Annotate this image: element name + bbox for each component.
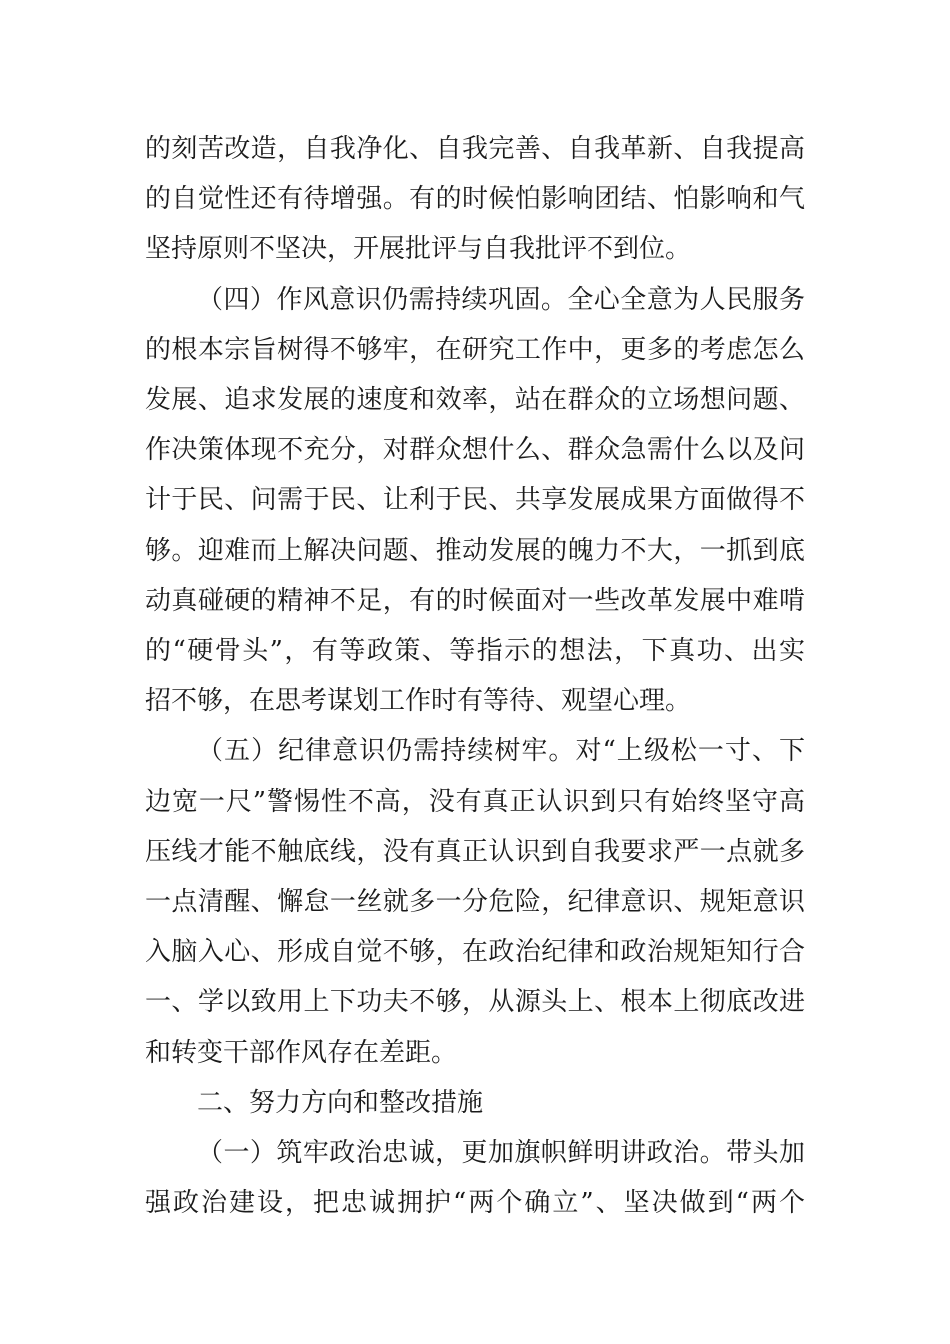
text-line: 压线才能不触底线，没有真正认识到自我要求严一点就多 — [145, 836, 805, 867]
text-line: 发展、追求发展的速度和效率，站在群众的立场想问题、 — [145, 385, 805, 415]
chapter-heading-line: 二、努力方向和整改措施 — [197, 1087, 484, 1118]
section-heading-line: （四）作风意识仍需持续巩固。全心全意为人民服务 — [197, 284, 805, 315]
section-heading-line: （五）纪律意识仍需持续树牢。对“上级松一寸、下 — [197, 736, 805, 767]
text-line: 的刻苦改造，自我净化、自我完善、自我革新、自我提高 — [145, 134, 805, 164]
text-line: 强政治建设，把忠诚拥护“两个确立”、坚决做到“两个 — [145, 1188, 805, 1219]
text-line: 的“硬骨头”，有等政策、等指示的想法，下真功、出实 — [145, 636, 805, 666]
section-heading-line: （一）筑牢政治忠诚，更加旗帜鲜明讲政治。带头加 — [197, 1138, 805, 1168]
text-line: 坚持原则不坚决，开展批评与自我批评不到位。 — [145, 234, 692, 265]
text-line: 一、学以致用上下功夫不够，从源头上、根本上彻底改进 — [145, 987, 805, 1018]
text-line: 的根本宗旨树得不够牢，在研究工作中，更多的考虑怎么 — [145, 334, 805, 365]
text-line: 招不够，在思考谋划工作时有等待、观望心理。 — [145, 686, 692, 717]
text-line: 计于民、问需于民、让利于民、共享发展成果方面做得不 — [145, 485, 805, 516]
text-line: 一点清醒、懈怠一丝就多一分危险，纪律意识、规矩意识 — [145, 887, 805, 917]
text-line: 够。迎难而上解决问题、推动发展的魄力不大，一抓到底 — [145, 535, 805, 566]
text-line: 动真碰硬的精神不足，有的时候面对一些改革发展中难啃 — [145, 585, 805, 616]
text-line: 和转变干部作风存在差距。 — [145, 1037, 458, 1068]
text-line: 作决策体现不充分，对群众想什么、群众急需什么以及问 — [145, 435, 805, 466]
text-line: 边宽一尺”警惕性不高，没有真正认识到只有始终坚守高 — [145, 786, 805, 817]
text-line: 入脑入心、形成自觉不够，在政治纪律和政治规矩知行合 — [145, 937, 805, 968]
text-line: 的自觉性还有待增强。有的时候怕影响团结、怕影响和气 — [145, 184, 805, 215]
